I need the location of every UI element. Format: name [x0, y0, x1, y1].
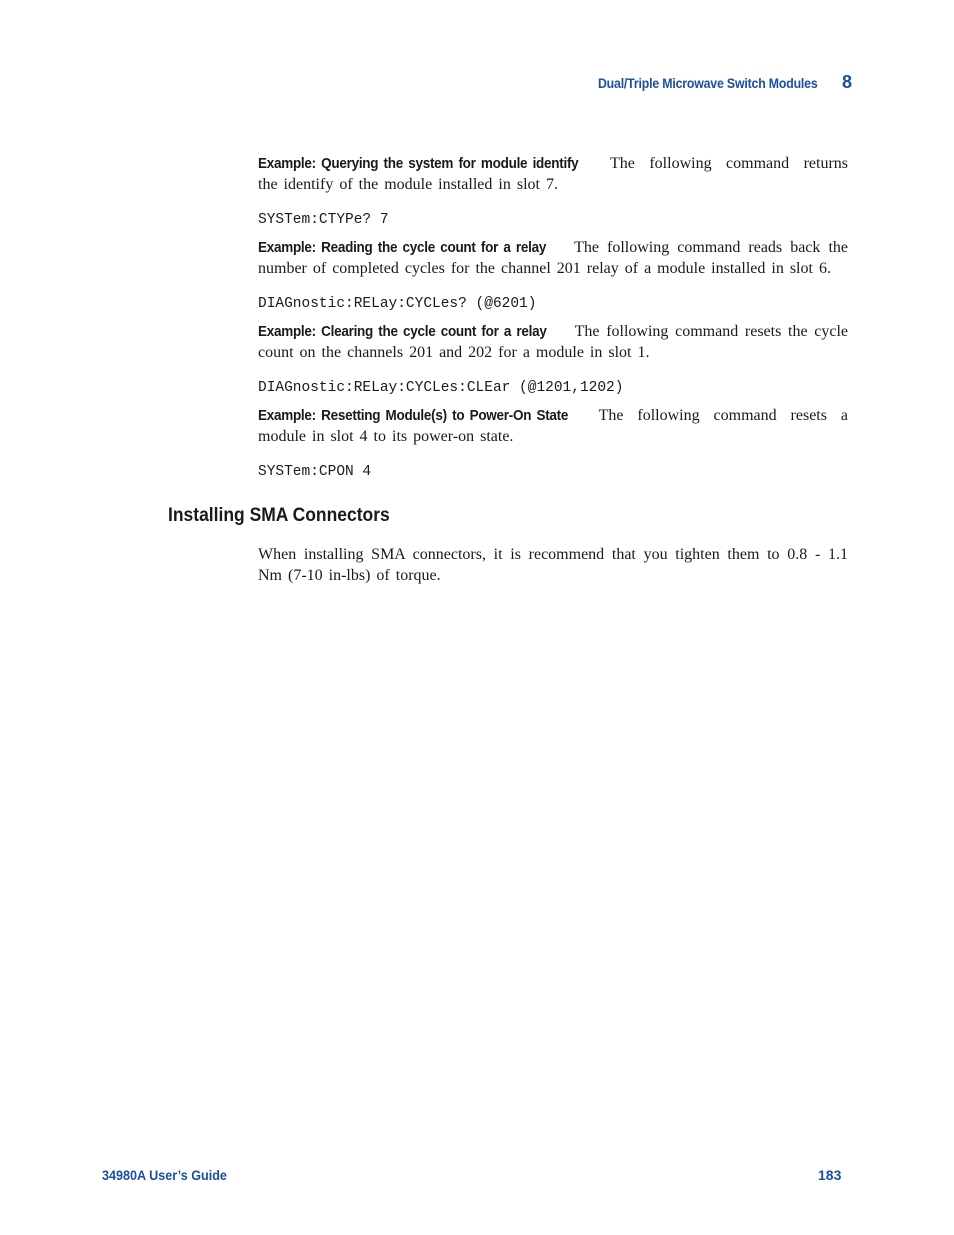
- example-heading: Example: Resetting Module(s) to Power-On State: [258, 407, 569, 424]
- example-text: The following command returns the identify of the module installed in slot 7.: [258, 155, 848, 193]
- main-content: [258, 153, 848, 482]
- footer-guide-title: 34980A User’s Guide: [102, 1167, 227, 1183]
- code-sample: DIAGnostic:RELay:CYCLes? (@6201): [258, 296, 537, 312]
- example-text: The following command resets a module in slot 4 to its power-on state.: [258, 407, 848, 445]
- example-paragraph: [258, 153, 848, 195]
- example-text: The following command resets the cycle count on the channels 201 and 202 for a module in slot 1.: [258, 323, 848, 361]
- code-sample: SYSTem:CPON 4: [258, 464, 372, 480]
- example-text: The following command reads back the number of completed cycles for the channel 201 relay of a module installed in slot 6.: [258, 239, 848, 277]
- section-content: [258, 544, 848, 586]
- code-sample: SYSTem:CTYPe? 7: [258, 212, 389, 228]
- chapter-number: 8: [842, 72, 853, 92]
- example-paragraph: [258, 321, 848, 363]
- example-paragraph: [258, 237, 848, 279]
- example-paragraph: [258, 405, 848, 447]
- page-number: 183: [818, 1167, 842, 1183]
- running-header-title: Dual/Triple Microwave Switch Modules: [598, 75, 818, 91]
- section-heading: Installing SMA Connectors: [168, 505, 390, 526]
- code-sample: DIAGnostic:RELay:CYCLes:CLEar (@1201,1202): [258, 380, 624, 396]
- example-heading: Example: Querying the system for module identify: [258, 155, 579, 172]
- section-body: When installing SMA connectors, it is recommend that you tighten them to 0.8 - 1.1 Nm (7-10 in-lbs) of torque.: [258, 546, 848, 584]
- example-heading: Example: Clearing the cycle count for a relay: [258, 323, 547, 340]
- example-heading: Example: Reading the cycle count for a relay: [258, 239, 547, 256]
